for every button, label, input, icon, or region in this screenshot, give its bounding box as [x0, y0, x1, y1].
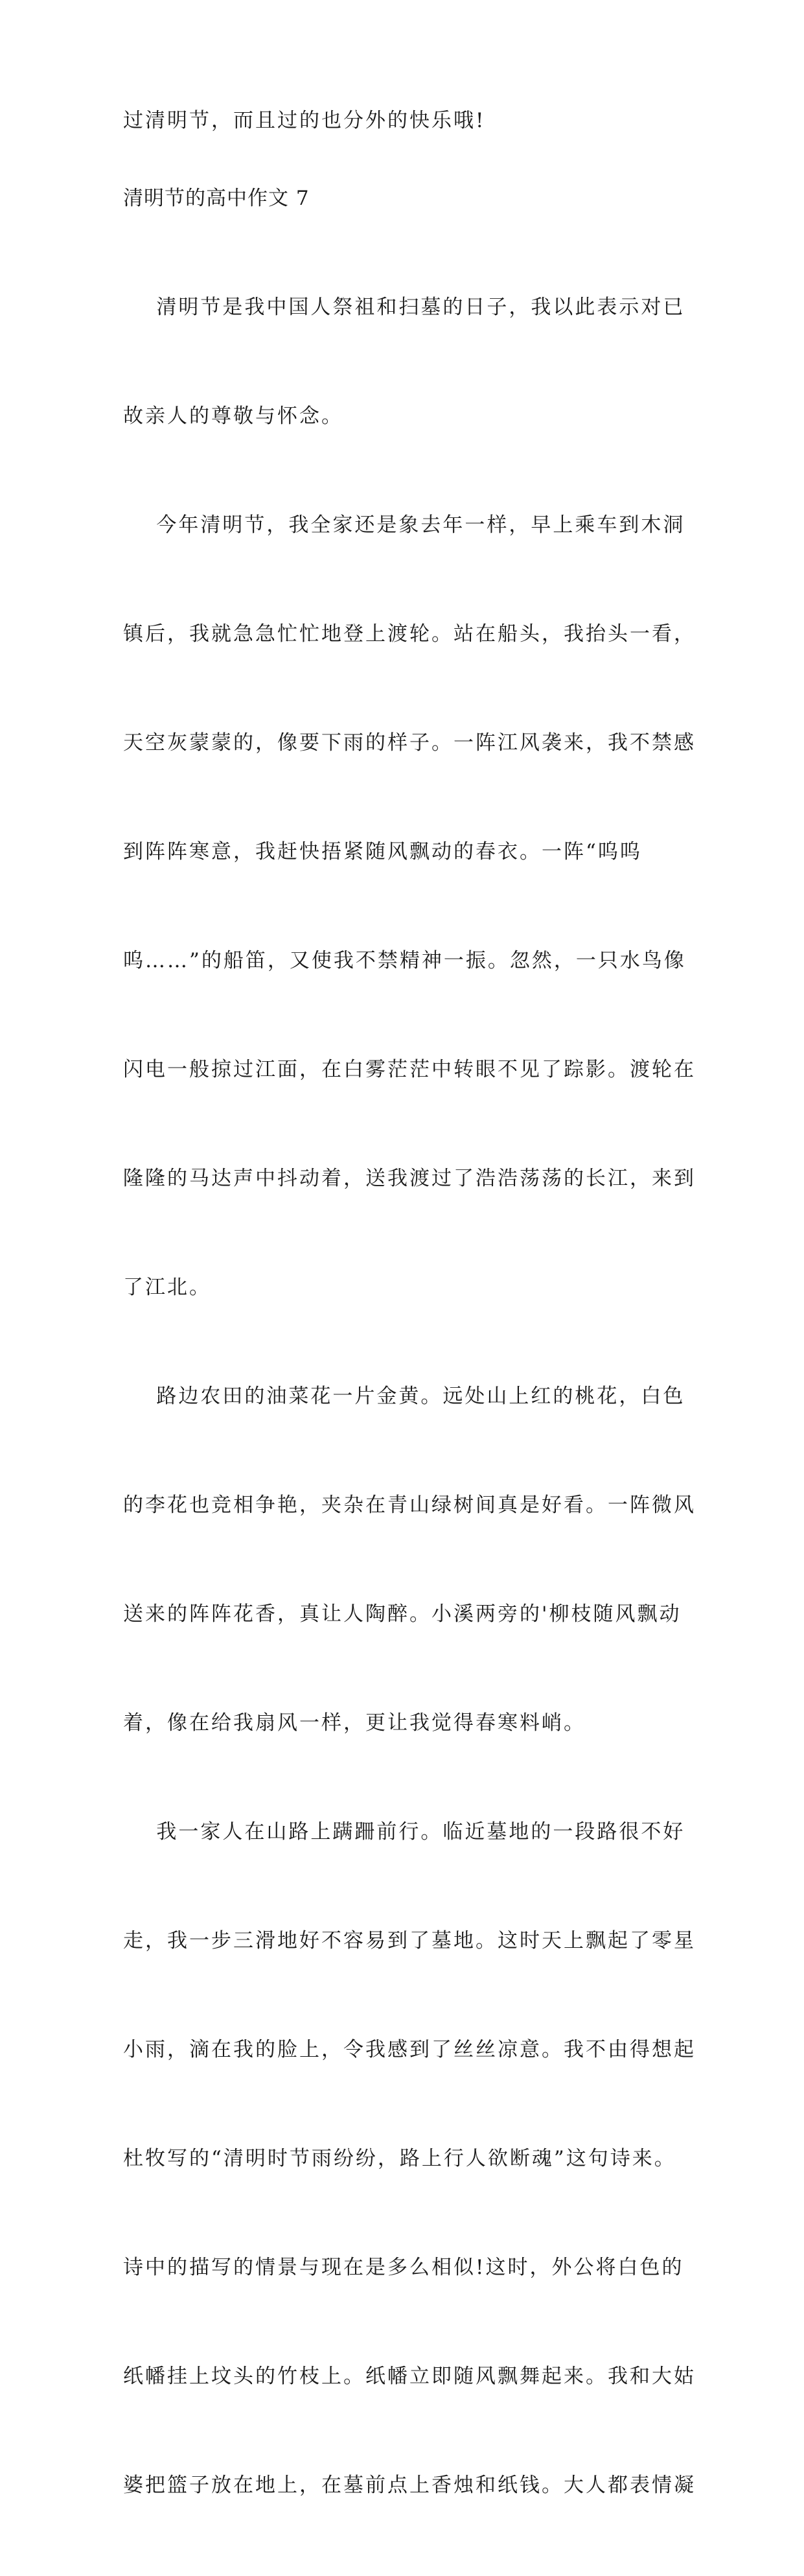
- body-line: 隆隆的马达声中抖动着，送我渡过了浩浩荡荡的长江，来到: [123, 1167, 696, 1190]
- body-line: 故亲人的尊敬与怀念。: [123, 404, 343, 428]
- body-line: 呜……”的船笛，又使我不禁精神一振。忽然，一只水鸟像: [123, 949, 686, 972]
- body-line: 天空灰蒙蒙的，像要下雨的样子。一阵江风袭来，我不禁感: [123, 731, 696, 755]
- body-line: 走，我一步三滑地好不容易到了墓地。这时天上飘起了零星: [123, 1929, 696, 1952]
- body-line: 着，像在给我扇风一样，更让我觉得春寒料峭。: [123, 1711, 586, 1735]
- body-line: 小雨，滴在我的脸上，令我感到了丝丝凉意。我不由得想起: [123, 2038, 696, 2061]
- body-line: 送来的阵阵花香，真让人陶醉。小溪两旁的'柳枝随风飘动: [123, 1602, 682, 1626]
- body-line: 今年清明节，我全家还是象去年一样，早上乘车到木洞: [123, 513, 685, 537]
- body-line: 杜牧写的“清明时节雨纷纷，路上行人欲断魂”这句诗来。: [123, 2147, 676, 2170]
- body-line: 镇后，我就急急忙忙地登上渡轮。站在船头，我抬头一看，: [123, 622, 696, 646]
- carry-over-line: 过清明节，而且过的也分外的快乐哦!: [123, 109, 486, 132]
- body-line: 婆把篮子放在地上，在墓前点上香烛和纸钱。大人都表情凝: [123, 2474, 696, 2497]
- body-line: 到阵阵寒意，我赶快捂紧随风飘动的春衣。一阵“呜呜: [123, 840, 642, 863]
- body-line: 诗中的描写的情景与现在是多么相似!这时，外公将白色的: [123, 2256, 684, 2279]
- body-line: 清明节是我中国人祭祖和扫墓的日子，我以此表示对已: [123, 296, 685, 319]
- body-line: 的李花也竞相争艳，夹杂在青山绿树间真是好看。一阵微风: [123, 1493, 696, 1517]
- body-line: 闪电一般掠过江面，在白雾茫茫中转眼不见了踪影。渡轮在: [123, 1058, 696, 1081]
- essay-body: [123, 217, 696, 2576]
- body-line: 我一家人在山路上蹒跚前行。临近墓地的一段路很不好: [123, 1820, 685, 1844]
- body-line: 路边农田的油菜花一片金黄。远处山上红的桃花，白色: [123, 1385, 685, 1408]
- body-line: 纸幡挂上坟头的竹枝上。纸幡立即随风飘舞起来。我和大姑: [123, 2365, 696, 2388]
- essay-heading: 清明节的高中作文 7: [123, 187, 310, 210]
- body-line: 了江北。: [123, 1276, 211, 1299]
